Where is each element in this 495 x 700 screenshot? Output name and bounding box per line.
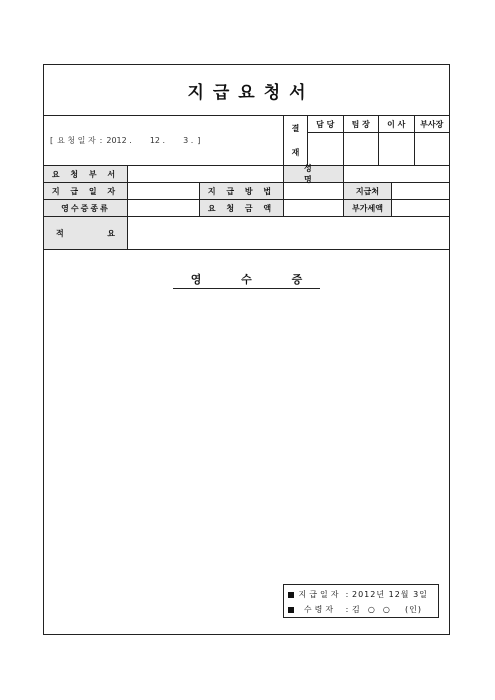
receipt-area xyxy=(44,250,449,624)
receipt-receiver-value[interactable]: 김 ○ ○ (인) xyxy=(352,605,423,614)
receipt-type-label: 영수증종류 xyxy=(44,200,128,216)
bracket-close: ] xyxy=(197,136,201,145)
amount-label: 요 청 금 액 xyxy=(200,200,284,216)
vat-field[interactable] xyxy=(392,200,449,216)
memo-label-a: 적 xyxy=(56,228,64,238)
row-memo xyxy=(44,217,449,250)
request-month: 12 . xyxy=(149,136,166,145)
receipt-title xyxy=(44,268,449,289)
request-year: 2012 . xyxy=(106,136,132,145)
approval-block xyxy=(44,116,449,166)
approval-label-bottom: 재 xyxy=(291,148,300,158)
approval-label xyxy=(284,116,308,165)
sign-head-team-lead: 팀 장 xyxy=(344,116,379,133)
pay-method-field[interactable] xyxy=(284,183,344,199)
request-date xyxy=(44,116,284,165)
receipt-receiver-label: 수령자 xyxy=(303,605,337,614)
payee-label: 지급처 xyxy=(344,183,392,199)
receipt-stamp-box xyxy=(283,584,439,618)
bracket-open: [ xyxy=(50,136,54,145)
sign-col-vp xyxy=(415,116,450,165)
row-pay-date xyxy=(44,183,449,200)
title-row xyxy=(44,65,449,116)
row-receipt-type xyxy=(44,200,449,217)
approval-label-top: 결 xyxy=(291,123,300,133)
form-title: 지급요청서 xyxy=(187,82,315,103)
pay-date-field[interactable] xyxy=(128,183,200,199)
receipt-pay-date-label: 지급일자 xyxy=(298,590,342,599)
sign-head-director: 이 사 xyxy=(379,116,414,133)
sign-box-staff[interactable] xyxy=(308,133,343,165)
vat-label: 부가세액 xyxy=(344,200,392,216)
request-date-colon: : xyxy=(99,136,103,145)
sign-head-staff: 담 당 xyxy=(308,116,343,133)
dept-label: 요 청 부 서 xyxy=(44,166,128,182)
receipt-type-field[interactable] xyxy=(128,200,200,216)
pay-date-label: 지 급 일 자 xyxy=(44,183,128,199)
name-field[interactable] xyxy=(344,166,449,182)
sign-col-director xyxy=(379,116,415,165)
sign-col-team-lead xyxy=(344,116,380,165)
receipt-pay-date-line xyxy=(288,587,434,602)
memo-field[interactable] xyxy=(128,217,449,249)
receipt-receiver-colon: : xyxy=(345,605,349,614)
approval-signatures xyxy=(308,116,449,165)
sign-box-vp[interactable] xyxy=(415,133,450,165)
request-day: 3 . xyxy=(183,136,194,145)
dept-field[interactable] xyxy=(128,166,284,182)
memo-label-b: 요 xyxy=(107,228,115,238)
payment-request-form xyxy=(43,64,450,635)
request-date-label: 요 청 일 자 xyxy=(57,136,96,145)
receipt-receiver-line xyxy=(288,602,434,617)
name-label: 성 명 xyxy=(284,166,344,182)
memo-label xyxy=(44,217,128,249)
payee-field[interactable] xyxy=(392,183,449,199)
sign-col-staff xyxy=(308,116,344,165)
pay-method-label: 지 급 방 법 xyxy=(200,183,284,199)
sign-head-vp: 부사장 xyxy=(415,116,450,133)
sign-box-team-lead[interactable] xyxy=(344,133,379,165)
square-bullet-icon xyxy=(288,592,294,598)
amount-field[interactable] xyxy=(284,200,344,216)
row-dept xyxy=(44,166,449,183)
receipt-title-text: 영 수 증 xyxy=(173,271,321,289)
receipt-pay-date-value[interactable]: 2012년 12월 3일 xyxy=(352,590,428,599)
receipt-pay-date-colon: : xyxy=(345,590,349,599)
sign-box-director[interactable] xyxy=(379,133,414,165)
square-bullet-icon xyxy=(288,607,294,613)
